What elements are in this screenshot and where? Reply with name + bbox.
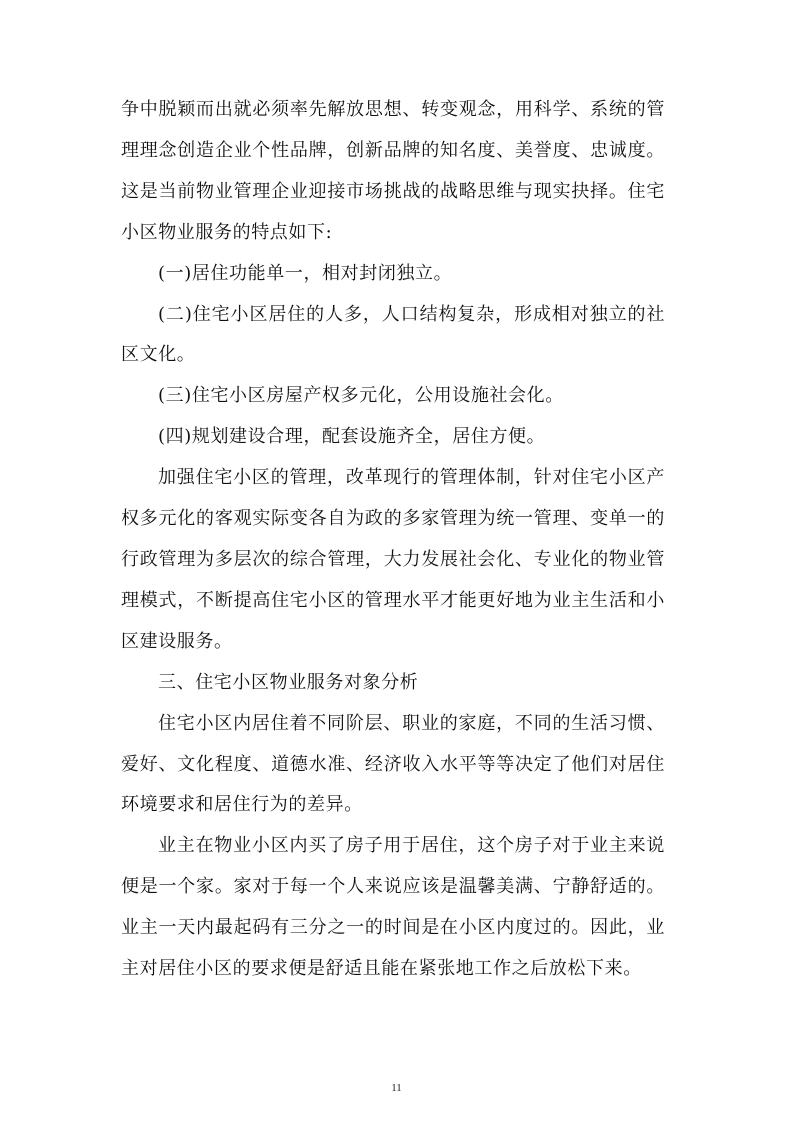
paragraph-feature-1: (一)居住功能单一，相对封闭独立。	[158, 262, 453, 284]
paragraph-intro: 争中脱颖而出就必须率先解放思想、转变观念，用科学、系统的管理理念创造企业个性品牌，创新品牌的知名度、美誉度、忠诚度。这是当前物业管理企业迎接市场挑战的战略思维与现实抉择。住宅小区物业服务的特点如下:	[121, 99, 665, 243]
section-heading: 三、住宅小区物业服务对象分析	[158, 671, 419, 693]
paragraph-owners: 业主在物业小区内买了房子用于居住，这个房子对于业主来说便是一个家。家对于每一个人来说应该是温馨美满、宁静舒适的。业主一天内最起码有三分之一的时间是在小区内度过的。因此，业主对居住小区的要求便是舒适且能在紧张地工作之后放松下来。	[121, 835, 665, 980]
paragraph-feature-4: (四)规划建设合理，配套设施齐全，居住方便。	[158, 426, 546, 448]
page-number: 11	[391, 1082, 402, 1094]
paragraph-feature-3: (三)住宅小区房屋产权多元化，公用设施社会化。	[158, 385, 564, 407]
paragraph-management: 加强住宅小区的管理，改革现行的管理体制，针对住宅小区产权多元化的客观实际变各自为政的多家管理为统一管理、变单一的行政管理为多层次的综合管理，大力发展社会化、专业化的物业管理模式，不断提高住宅小区的管理水平才能更好地为业主生活和小区建设服务。	[121, 467, 665, 652]
paragraph-residents: 住宅小区内居住着不同阶层、职业的家庭，不同的生活习惯、爱好、文化程度、道德水准、经济收入水平等等决定了他们对居住环境要求和居住行为的差异。	[121, 712, 665, 816]
body-text	[121, 90, 665, 990]
paragraph-feature-2: (二)住宅小区居住的人多，人口结构复杂，形成相对独立的社区文化。	[121, 303, 665, 366]
